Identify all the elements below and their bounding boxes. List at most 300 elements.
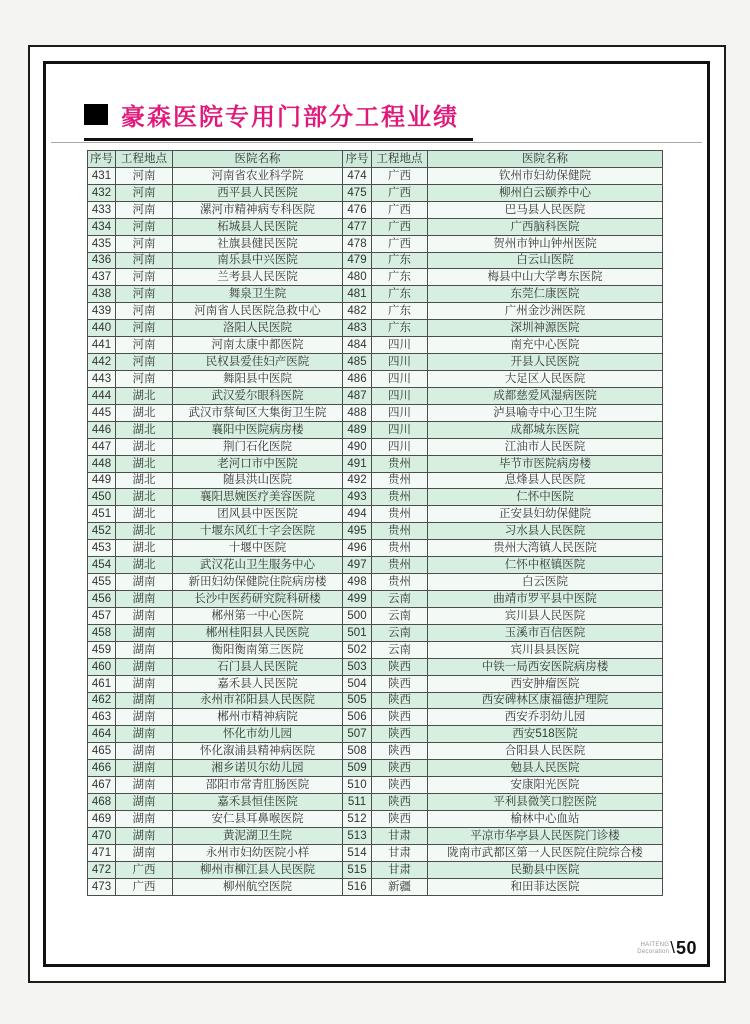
location-cell: 甘肃: [372, 844, 428, 861]
location-cell: 湖南: [116, 844, 173, 861]
location-cell: 广东: [372, 269, 428, 286]
table-row: [88, 184, 663, 201]
serial-cell: 501: [343, 624, 372, 641]
serial-cell: 432: [88, 184, 116, 201]
footer-slash-icon: \: [670, 937, 675, 957]
location-cell: 陕西: [372, 692, 428, 709]
location-cell: 广西: [372, 218, 428, 235]
location-cell: 湖南: [116, 574, 173, 591]
table-row: [88, 252, 663, 269]
table-row: [88, 489, 663, 506]
serial-cell: 473: [88, 878, 116, 895]
hospital-cell: 泸县喻寺中心卫生院: [428, 404, 663, 421]
serial-cell: 491: [343, 455, 372, 472]
serial-cell: 490: [343, 438, 372, 455]
serial-cell: 498: [343, 574, 372, 591]
serial-cell: 453: [88, 540, 116, 557]
location-cell: 广西: [116, 861, 173, 878]
serial-cell: 499: [343, 590, 372, 607]
serial-cell: 440: [88, 320, 116, 337]
location-cell: 贵州: [372, 506, 428, 523]
location-cell: 河南: [116, 320, 173, 337]
location-cell: 湖北: [116, 472, 173, 489]
inner-border: [43, 61, 710, 967]
serial-cell: 480: [343, 269, 372, 286]
serial-cell: 450: [88, 489, 116, 506]
hospital-cell: 襄阳中医院病房楼: [173, 421, 343, 438]
location-cell: 广西: [372, 235, 428, 252]
location-cell: 湖南: [116, 658, 173, 675]
location-cell: 陕西: [372, 675, 428, 692]
hospital-cell: 兰考县人民医院: [173, 269, 343, 286]
location-cell: 河南: [116, 252, 173, 269]
location-cell: 湖南: [116, 675, 173, 692]
location-cell: 广西: [372, 184, 428, 201]
hospital-cell: 习水县人民医院: [428, 523, 663, 540]
table-row: [88, 692, 663, 709]
hospital-cell: 河南太康中都医院: [173, 337, 343, 354]
serial-cell: 502: [343, 641, 372, 658]
hospital-cell: 成都慈爱风湿病医院: [428, 387, 663, 404]
hospital-cell: 永州市祁阳县人民医院: [173, 692, 343, 709]
location-cell: 河南: [116, 167, 173, 184]
hospital-cell: 深圳神源医院: [428, 320, 663, 337]
hospital-cell: 梅县中山大学粤东医院: [428, 269, 663, 286]
hospital-cell: 荆门石化医院: [173, 438, 343, 455]
hospital-cell: 宾川县人民医院: [428, 607, 663, 624]
location-cell: 广东: [372, 320, 428, 337]
table-row: [88, 760, 663, 777]
serial-cell: 505: [343, 692, 372, 709]
title-bullet-square-icon: [84, 104, 108, 125]
hospital-cell: 钦州市妇幼保健院: [428, 167, 663, 184]
location-cell: 广西: [372, 167, 428, 184]
serial-cell: 514: [343, 844, 372, 861]
table-row: [88, 590, 663, 607]
serial-cell: 461: [88, 675, 116, 692]
location-cell: 河南: [116, 337, 173, 354]
table-row: [88, 861, 663, 878]
hospital-cell: 仁怀中枢镇医院: [428, 557, 663, 574]
outer-border: [28, 45, 726, 983]
location-cell: 湖北: [116, 455, 173, 472]
table-row: [88, 810, 663, 827]
serial-cell: 474: [343, 167, 372, 184]
location-cell: 湖北: [116, 387, 173, 404]
hospital-cell: 河南省人民医院急救中心: [173, 303, 343, 320]
hospital-cell: 和田菲达医院: [428, 878, 663, 895]
serial-cell: 460: [88, 658, 116, 675]
location-cell: 四川: [372, 421, 428, 438]
serial-cell: 509: [343, 760, 372, 777]
hospital-cell: 正安县妇幼保健院: [428, 506, 663, 523]
location-cell: 陕西: [372, 743, 428, 760]
location-cell: 河南: [116, 286, 173, 303]
serial-cell: 496: [343, 540, 372, 557]
location-cell: 湖北: [116, 523, 173, 540]
serial-cell: 468: [88, 794, 116, 811]
location-cell: 湖北: [116, 404, 173, 421]
serial-cell: 486: [343, 370, 372, 387]
projects-table: [87, 150, 663, 896]
hospital-cell: 榆林中心血站: [428, 810, 663, 827]
location-cell: 甘肃: [372, 827, 428, 844]
location-cell: 湖南: [116, 827, 173, 844]
location-cell: 贵州: [372, 472, 428, 489]
serial-cell: 507: [343, 726, 372, 743]
serial-cell: 446: [88, 421, 116, 438]
serial-cell: 492: [343, 472, 372, 489]
table-row: [88, 387, 663, 404]
location-cell: 湖南: [116, 794, 173, 811]
hospital-cell: 襄阳思婉医疗美容医院: [173, 489, 343, 506]
serial-cell: 434: [88, 218, 116, 235]
location-cell: 湖北: [116, 438, 173, 455]
hospital-cell: 西安乔羽幼儿园: [428, 709, 663, 726]
serial-cell: 467: [88, 777, 116, 794]
serial-cell: 472: [88, 861, 116, 878]
location-cell: 湖北: [116, 421, 173, 438]
footer-brand-line2: Decoration: [637, 948, 670, 955]
serial-cell: 515: [343, 861, 372, 878]
location-cell: 河南: [116, 269, 173, 286]
location-cell: 湖南: [116, 743, 173, 760]
location-cell: 河南: [116, 354, 173, 371]
hospital-cell: 郴州市精神病院: [173, 709, 343, 726]
serial-cell: 455: [88, 574, 116, 591]
location-cell: 广西: [116, 878, 173, 895]
serial-cell: 458: [88, 624, 116, 641]
serial-cell: 442: [88, 354, 116, 371]
serial-cell: 444: [88, 387, 116, 404]
serial-cell: 475: [343, 184, 372, 201]
location-cell: 四川: [372, 370, 428, 387]
footer-brand-line1: HAITENG: [640, 941, 670, 948]
hospital-cell: 漯河市精神病专科医院: [173, 201, 343, 218]
serial-cell: 511: [343, 794, 372, 811]
location-cell: 湖南: [116, 810, 173, 827]
table-row: [88, 286, 663, 303]
location-cell: 河南: [116, 370, 173, 387]
table-row: [88, 777, 663, 794]
header-row: [88, 151, 663, 168]
location-cell: 陕西: [372, 777, 428, 794]
location-cell: 湖北: [116, 489, 173, 506]
hospital-cell: 贺州市钟山钟州医院: [428, 235, 663, 252]
hospital-cell: 老河口市中医院: [173, 455, 343, 472]
table-header: [88, 151, 663, 168]
hospital-cell: 武汉爱尔眼科医院: [173, 387, 343, 404]
hospital-cell: 郴州桂阳县人民医院: [173, 624, 343, 641]
serial-cell: 463: [88, 709, 116, 726]
hospital-cell: 嘉禾县恒佳医院: [173, 794, 343, 811]
serial-cell: 497: [343, 557, 372, 574]
location-cell: 贵州: [372, 557, 428, 574]
location-cell: 湖北: [116, 540, 173, 557]
location-cell: 广东: [372, 286, 428, 303]
serial-cell: 459: [88, 641, 116, 658]
serial-cell: 488: [343, 404, 372, 421]
hospital-cell: 十堰东风红十字会医院: [173, 523, 343, 540]
table-row: [88, 337, 663, 354]
serial-cell: 464: [88, 726, 116, 743]
table-row: [88, 726, 663, 743]
hospital-cell: 南乐县中兴医院: [173, 252, 343, 269]
serial-cell: 462: [88, 692, 116, 709]
serial-cell: 443: [88, 370, 116, 387]
header-serial: 序号: [88, 151, 116, 168]
serial-cell: 487: [343, 387, 372, 404]
table-row: [88, 472, 663, 489]
serial-cell: 470: [88, 827, 116, 844]
hospital-cell: 十堰中医院: [173, 540, 343, 557]
hospital-cell: 石门县人民医院: [173, 658, 343, 675]
page-number: 50: [675, 938, 697, 958]
serial-cell: 482: [343, 303, 372, 320]
location-cell: 广西: [372, 201, 428, 218]
serial-cell: 510: [343, 777, 372, 794]
table-row: [88, 235, 663, 252]
table-body: [88, 167, 663, 895]
location-cell: 四川: [372, 354, 428, 371]
hospital-cell: 武汉花山卫生服务中心: [173, 557, 343, 574]
location-cell: 湖南: [116, 590, 173, 607]
hospital-cell: 平凉市华亭县人民医院门诊楼: [428, 827, 663, 844]
table-row: [88, 438, 663, 455]
location-cell: 贵州: [372, 540, 428, 557]
hospital-cell: 柳州白云颐养中心: [428, 184, 663, 201]
page-footer: [637, 938, 697, 959]
hospital-cell: 平利县微笑口腔医院: [428, 794, 663, 811]
location-cell: 四川: [372, 387, 428, 404]
hospital-cell: 巴马县人民医院: [428, 201, 663, 218]
location-cell: 湖北: [116, 506, 173, 523]
hospital-cell: 怀化市幼儿园: [173, 726, 343, 743]
serial-cell: 479: [343, 252, 372, 269]
hospital-cell: 西安518医院: [428, 726, 663, 743]
hospital-cell: 永州市妇幼医院小样: [173, 844, 343, 861]
table-row: [88, 167, 663, 184]
hospital-cell: 随县洪山医院: [173, 472, 343, 489]
table-row: [88, 354, 663, 371]
serial-cell: 513: [343, 827, 372, 844]
hospital-cell: 广州金沙洲医院: [428, 303, 663, 320]
hospital-cell: 武汉市蔡甸区大集街卫生院: [173, 404, 343, 421]
table-row: [88, 624, 663, 641]
table-row: [88, 269, 663, 286]
serial-cell: 448: [88, 455, 116, 472]
table-row: [88, 827, 663, 844]
location-cell: 陕西: [372, 709, 428, 726]
location-cell: 四川: [372, 438, 428, 455]
serial-cell: 437: [88, 269, 116, 286]
divider-line: [51, 142, 702, 143]
location-cell: 湖南: [116, 641, 173, 658]
serial-cell: 452: [88, 523, 116, 540]
serial-cell: 508: [343, 743, 372, 760]
serial-cell: 466: [88, 760, 116, 777]
hospital-cell: 毕节市医院病房楼: [428, 455, 663, 472]
hospital-cell: 湘乡诺贝尔幼儿园: [173, 760, 343, 777]
location-cell: 贵州: [372, 523, 428, 540]
hospital-cell: 民勤县中医院: [428, 861, 663, 878]
table-row: [88, 557, 663, 574]
location-cell: 陕西: [372, 794, 428, 811]
serial-cell: 454: [88, 557, 116, 574]
serial-cell: 503: [343, 658, 372, 675]
location-cell: 湖南: [116, 624, 173, 641]
location-cell: 云南: [372, 590, 428, 607]
serial-cell: 441: [88, 337, 116, 354]
hospital-cell: 长沙中医药研究院科研楼: [173, 590, 343, 607]
hospital-cell: 白云医院: [428, 574, 663, 591]
location-cell: 河南: [116, 303, 173, 320]
hospital-cell: 白云山医院: [428, 252, 663, 269]
serial-cell: 465: [88, 743, 116, 760]
hospital-cell: 柳州市柳江县人民医院: [173, 861, 343, 878]
serial-cell: 469: [88, 810, 116, 827]
header-hospital: 医院名称: [428, 151, 663, 168]
location-cell: 湖南: [116, 726, 173, 743]
location-cell: 陕西: [372, 810, 428, 827]
serial-cell: 477: [343, 218, 372, 235]
table-row: [88, 506, 663, 523]
hospital-cell: 河南省农业科学院: [173, 167, 343, 184]
location-cell: 云南: [372, 624, 428, 641]
page-title: 豪森医院专用门部分工程业绩: [121, 104, 459, 131]
table-row: [88, 421, 663, 438]
hospital-cell: 邵阳市常青肛肠医院: [173, 777, 343, 794]
serial-cell: 456: [88, 590, 116, 607]
hospital-cell: 衡阳衡南第三医院: [173, 641, 343, 658]
table-row: [88, 320, 663, 337]
serial-cell: 447: [88, 438, 116, 455]
hospital-cell: 贵州大湾镇人民医院: [428, 540, 663, 557]
serial-cell: 494: [343, 506, 372, 523]
hospital-cell: 舞泉卫生院: [173, 286, 343, 303]
location-cell: 河南: [116, 235, 173, 252]
hospital-cell: 舞阳县中医院: [173, 370, 343, 387]
serial-cell: 516: [343, 878, 372, 895]
serial-cell: 457: [88, 607, 116, 624]
hospital-cell: 黄泥湖卫生院: [173, 827, 343, 844]
table-row: [88, 641, 663, 658]
table-row: [88, 675, 663, 692]
hospital-cell: 社旗县健民医院: [173, 235, 343, 252]
hospital-cell: 柘城县人民医院: [173, 218, 343, 235]
hospital-cell: 安仁县耳鼻喉医院: [173, 810, 343, 827]
table-row: [88, 878, 663, 895]
table-row: [88, 658, 663, 675]
location-cell: 广东: [372, 252, 428, 269]
location-cell: 湖北: [116, 557, 173, 574]
hospital-cell: 郴州第一中心医院: [173, 607, 343, 624]
header-location: 工程地点: [372, 151, 428, 168]
hospital-cell: 嘉禾县人民医院: [173, 675, 343, 692]
hospital-cell: 开县人民医院: [428, 354, 663, 371]
location-cell: 贵州: [372, 574, 428, 591]
table-row: [88, 607, 663, 624]
serial-cell: 471: [88, 844, 116, 861]
table-row: [88, 743, 663, 760]
hospital-cell: 玉溪市百信医院: [428, 624, 663, 641]
location-cell: 湖南: [116, 709, 173, 726]
hospital-cell: 仁怀中医院: [428, 489, 663, 506]
hospital-cell: 怀化溆浦县精神病医院: [173, 743, 343, 760]
hospital-cell: 宾川县县医院: [428, 641, 663, 658]
table-row: [88, 844, 663, 861]
serial-cell: 504: [343, 675, 372, 692]
location-cell: 湖南: [116, 777, 173, 794]
serial-cell: 495: [343, 523, 372, 540]
serial-cell: 485: [343, 354, 372, 371]
location-cell: 陕西: [372, 658, 428, 675]
serial-cell: 438: [88, 286, 116, 303]
footer-brand: [637, 942, 669, 956]
table-row: [88, 370, 663, 387]
serial-cell: 478: [343, 235, 372, 252]
location-cell: 河南: [116, 218, 173, 235]
serial-cell: 445: [88, 404, 116, 421]
location-cell: 贵州: [372, 489, 428, 506]
hospital-cell: 成都城东医院: [428, 421, 663, 438]
hospital-cell: 民权县爱佳妇产医院: [173, 354, 343, 371]
serial-cell: 512: [343, 810, 372, 827]
hospital-cell: 洛阳人民医院: [173, 320, 343, 337]
location-cell: 新疆: [372, 878, 428, 895]
table-row: [88, 455, 663, 472]
location-cell: 湖南: [116, 692, 173, 709]
table-row: [88, 201, 663, 218]
serial-cell: 433: [88, 201, 116, 218]
hospital-cell: 广西脑科医院: [428, 218, 663, 235]
hospital-cell: 新田妇幼保健院住院病房楼: [173, 574, 343, 591]
hospital-cell: 曲靖市罗平县中医院: [428, 590, 663, 607]
serial-cell: 431: [88, 167, 116, 184]
hospital-cell: 团风县中医医院: [173, 506, 343, 523]
location-cell: 甘肃: [372, 861, 428, 878]
serial-cell: 489: [343, 421, 372, 438]
hospital-cell: 西安碑林区康福德护理院: [428, 692, 663, 709]
table-row: [88, 218, 663, 235]
title-block: [84, 97, 473, 141]
hospital-cell: 西平县人民医院: [173, 184, 343, 201]
serial-cell: 483: [343, 320, 372, 337]
hospital-cell: 合阳县人民医院: [428, 743, 663, 760]
hospital-cell: 安康阳光医院: [428, 777, 663, 794]
hospital-cell: 陇南市武都区第一人民医院住院综合楼: [428, 844, 663, 861]
hospital-cell: 中铁一局西安医院病房楼: [428, 658, 663, 675]
location-cell: 湖南: [116, 607, 173, 624]
hospital-cell: 南充中心医院: [428, 337, 663, 354]
hospital-cell: 西安肿瘤医院: [428, 675, 663, 692]
table-row: [88, 574, 663, 591]
hospital-cell: 柳州航空医院: [173, 878, 343, 895]
location-cell: 河南: [116, 184, 173, 201]
location-cell: 云南: [372, 641, 428, 658]
header-location: 工程地点: [116, 151, 173, 168]
header-serial: 序号: [343, 151, 372, 168]
table-row: [88, 523, 663, 540]
location-cell: 河南: [116, 201, 173, 218]
location-cell: 广东: [372, 303, 428, 320]
location-cell: 贵州: [372, 455, 428, 472]
serial-cell: 500: [343, 607, 372, 624]
location-cell: 陕西: [372, 760, 428, 777]
serial-cell: 484: [343, 337, 372, 354]
hospital-cell: 勉县人民医院: [428, 760, 663, 777]
serial-cell: 506: [343, 709, 372, 726]
